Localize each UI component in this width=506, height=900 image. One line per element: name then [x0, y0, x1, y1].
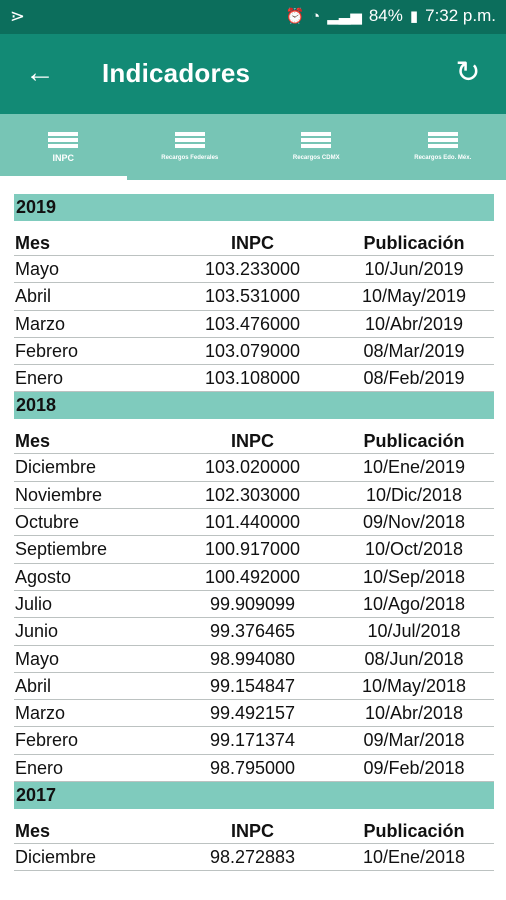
table-row[interactable]	[14, 311, 494, 338]
cell-publicacion: 10/Sep/2018	[362, 566, 466, 587]
column-header-inpc: INPC	[230, 233, 274, 253]
signal-icon: ▂▃▅	[327, 7, 362, 25]
year-header: 2018	[14, 392, 494, 419]
status-bar	[0, 0, 506, 34]
column-header-mes: Mes	[15, 821, 51, 842]
table-row[interactable]	[14, 536, 494, 563]
cell-mes: Diciembre	[15, 847, 97, 868]
cell-mes: Junio	[15, 621, 59, 642]
cell-inpc: 103.476000	[204, 313, 301, 334]
column-header-row	[14, 419, 494, 454]
cell-publicacion: 10/Ene/2018	[362, 847, 466, 868]
tab-recargos-federales[interactable]	[127, 114, 254, 180]
battery-percent: 84%	[368, 6, 403, 25]
table-row[interactable]	[14, 509, 494, 536]
table-row[interactable]	[14, 256, 494, 283]
table-row[interactable]	[14, 755, 494, 782]
app-bar	[0, 34, 506, 114]
cell-mes: Septiembre	[15, 539, 108, 560]
table-row[interactable]	[14, 365, 494, 392]
notification-icon: ⋗	[10, 6, 26, 26]
column-header-publicacion: Publicación	[363, 821, 465, 842]
cell-publicacion: 08/Jun/2018	[364, 648, 464, 669]
cell-mes: Diciembre	[15, 457, 97, 478]
cell-inpc: 99.492157	[209, 703, 296, 724]
cell-mes: Abril	[15, 286, 52, 307]
cell-mes: Mayo	[15, 259, 60, 279]
table-row[interactable]	[14, 700, 494, 727]
back-button[interactable]	[20, 54, 60, 94]
cell-mes: Octubre	[15, 512, 80, 533]
cell-mes: Noviembre	[15, 484, 103, 505]
table-row[interactable]	[14, 646, 494, 673]
cell-mes: Julio	[15, 593, 53, 614]
list-icon	[428, 132, 458, 152]
column-header-inpc: INPC	[230, 431, 274, 452]
cell-publicacion: 10/Abr/2018	[364, 703, 464, 724]
cell-publicacion: 10/May/2018	[361, 675, 467, 696]
cell-inpc: 99.154847	[209, 675, 296, 696]
cell-inpc: 99.376465	[209, 621, 296, 642]
wifi-icon: ◔	[311, 7, 321, 25]
cell-publicacion: 10/Abr/2019	[364, 313, 464, 334]
tab-label: INPC	[52, 153, 74, 163]
cell-publicacion: 10/Jul/2018	[367, 621, 461, 642]
table-row[interactable]	[14, 454, 494, 481]
cell-publicacion: 10/Oct/2018	[364, 539, 464, 560]
cell-inpc: 98.272883	[209, 847, 296, 868]
tab-bar	[0, 114, 506, 180]
year-section-2017	[14, 782, 494, 871]
cell-inpc: 103.108000	[204, 368, 301, 389]
cell-mes: Agosto	[15, 566, 72, 587]
year-section-2018	[14, 392, 494, 782]
cell-inpc: 99.171374	[209, 730, 296, 751]
table-row[interactable]	[14, 727, 494, 754]
cell-mes: Marzo	[15, 313, 66, 334]
refresh-icon: ↻	[455, 56, 481, 89]
year-section-2019	[14, 194, 494, 392]
list-icon	[48, 132, 78, 152]
cell-inpc: 103.020000	[204, 457, 301, 478]
cell-publicacion: 10/Ago/2018	[362, 593, 466, 614]
column-header-row	[14, 809, 494, 844]
cell-inpc: 103.531000	[204, 286, 301, 307]
cell-inpc: 98.994080	[209, 648, 296, 669]
cell-inpc: 99.909099	[209, 593, 296, 614]
year-header: 2017	[14, 782, 494, 809]
cell-mes: Abril	[15, 675, 52, 696]
table-row[interactable]	[14, 283, 494, 310]
cell-publicacion: 09/Feb/2018	[363, 757, 465, 778]
cell-mes: Enero	[15, 368, 64, 389]
refresh-button[interactable]	[448, 54, 488, 94]
arrow-left-icon: ←	[25, 56, 55, 89]
status-indicators	[285, 6, 496, 26]
cell-mes: Enero	[15, 757, 64, 778]
tab-label: Recargos Edo. Méx.	[414, 155, 472, 161]
cell-inpc: 103.233000	[204, 259, 301, 279]
column-header-publicacion: Publicación	[363, 431, 465, 452]
cell-inpc: 98.795000	[209, 757, 296, 778]
list-icon	[301, 132, 331, 152]
table-row[interactable]	[14, 338, 494, 365]
cell-publicacion: 09/Nov/2018	[362, 512, 466, 533]
tab-label: Recargos CDMX	[292, 155, 340, 161]
table-row[interactable]	[14, 673, 494, 700]
column-header-row	[14, 221, 494, 256]
table-row[interactable]	[14, 591, 494, 618]
cell-publicacion: 10/Dic/2018	[365, 484, 463, 505]
cell-publicacion: 08/Feb/2019	[363, 368, 465, 389]
tab-recargos-cdmx[interactable]	[253, 114, 380, 180]
table-row[interactable]	[14, 482, 494, 509]
cell-publicacion: 10/Jun/2019	[364, 259, 464, 279]
tab-recargos-edo-mex[interactable]	[380, 114, 506, 180]
cell-inpc: 103.079000	[204, 340, 301, 361]
battery-icon: ▮	[409, 7, 419, 25]
table-row[interactable]	[14, 844, 494, 871]
cell-inpc: 100.917000	[204, 539, 301, 560]
tab-label: Recargos Federales	[161, 155, 219, 161]
cell-inpc: 100.492000	[204, 566, 301, 587]
cell-publicacion: 08/Mar/2019	[363, 340, 465, 361]
cell-mes: Mayo	[15, 648, 60, 669]
cell-inpc: 102.303000	[204, 484, 301, 505]
column-header-inpc: INPC	[230, 821, 274, 842]
column-header-mes: Mes	[15, 431, 51, 452]
column-header-mes: Mes	[15, 233, 51, 253]
table-row[interactable]	[14, 618, 494, 645]
cell-inpc: 101.440000	[204, 512, 301, 533]
table-row[interactable]	[14, 564, 494, 591]
clock: 7:32 p.m.	[425, 6, 496, 25]
cell-publicacion: 10/May/2019	[361, 286, 467, 307]
inpc-list[interactable]	[14, 194, 494, 871]
year-header: 2019	[14, 194, 494, 221]
cell-publicacion: 09/Mar/2018	[363, 730, 465, 751]
cell-mes: Marzo	[15, 703, 66, 724]
cell-mes: Febrero	[15, 340, 79, 361]
cell-mes: Febrero	[15, 730, 79, 751]
list-icon	[175, 132, 205, 152]
page-title: Indicadores	[102, 58, 251, 88]
tab-inpc[interactable]	[0, 114, 127, 180]
column-header-publicacion: Publicación	[363, 233, 465, 253]
alarm-icon: ⏰	[285, 7, 305, 25]
cell-publicacion: 10/Ene/2019	[362, 457, 466, 478]
